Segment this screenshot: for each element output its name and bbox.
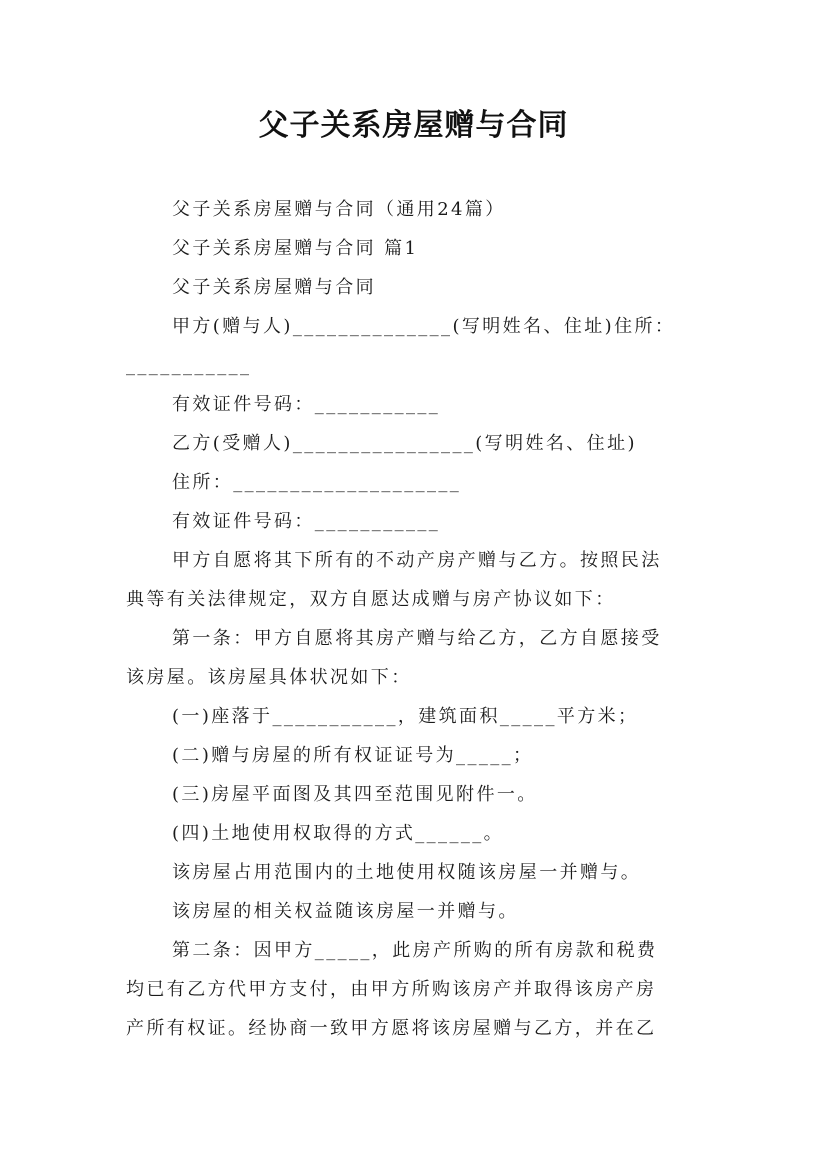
clause-item: (三)房屋平面图及其四至范围见附件一。 bbox=[172, 784, 538, 805]
party-a-address-blank: ___________ bbox=[126, 355, 252, 376]
paragraph-line: 产所有权证。经协商一致甲方愿将该房屋赠与乙方，并在乙 bbox=[126, 1018, 657, 1039]
paragraph-line: 第二条：因甲方_____，此房产所购的所有房款和税费 bbox=[172, 940, 658, 961]
party-a-line: 甲方(赠与人)______________(写明姓名、住址)住所： bbox=[172, 316, 676, 337]
paragraph-line: 均已有乙方代甲方支付，由甲方所购该房产并取得该房产房 bbox=[126, 979, 657, 1000]
paragraph-line: 该房屋占用范围内的土地使用权随该房屋一并赠与。 bbox=[172, 862, 642, 883]
party-b-id-line: 有效证件号码：___________ bbox=[172, 511, 441, 532]
paragraph-line: 该房屋的相关权益随该房屋一并赠与。 bbox=[172, 901, 519, 922]
paragraph-line: 甲方自愿将其下所有的不动产房产赠与乙方。按照民法 bbox=[172, 550, 662, 571]
party-a-id-line: 有效证件号码：___________ bbox=[172, 394, 441, 415]
party-b-address-line: 住所：____________________ bbox=[172, 472, 462, 493]
party-b-line: 乙方(受赠人)________________(写明姓名、住址) bbox=[172, 433, 637, 454]
document-title: 父子关系房屋赠与合同 bbox=[258, 108, 569, 143]
clause-item: (一)座落于___________，建筑面积_____平方米； bbox=[172, 706, 639, 727]
paragraph-line: 该房屋。该房屋具体状况如下： bbox=[126, 667, 412, 688]
paragraph-line: 第一条：甲方自愿将其房产赠与给乙方，乙方自愿接受 bbox=[172, 628, 662, 649]
subtitle-line: 父子关系房屋赠与合同（通用24篇） bbox=[172, 199, 506, 220]
paragraph-line: 典等有关法律规定，双方自愿达成赠与房产协议如下： bbox=[126, 589, 616, 610]
section-heading: 父子关系房屋赠与合同 篇1 bbox=[172, 238, 419, 259]
contract-name-line: 父子关系房屋赠与合同 bbox=[172, 277, 376, 298]
clause-item: (四)土地使用权取得的方式______。 bbox=[172, 823, 505, 844]
clause-item: (二)赠与房屋的所有权证证号为_____； bbox=[172, 745, 534, 766]
